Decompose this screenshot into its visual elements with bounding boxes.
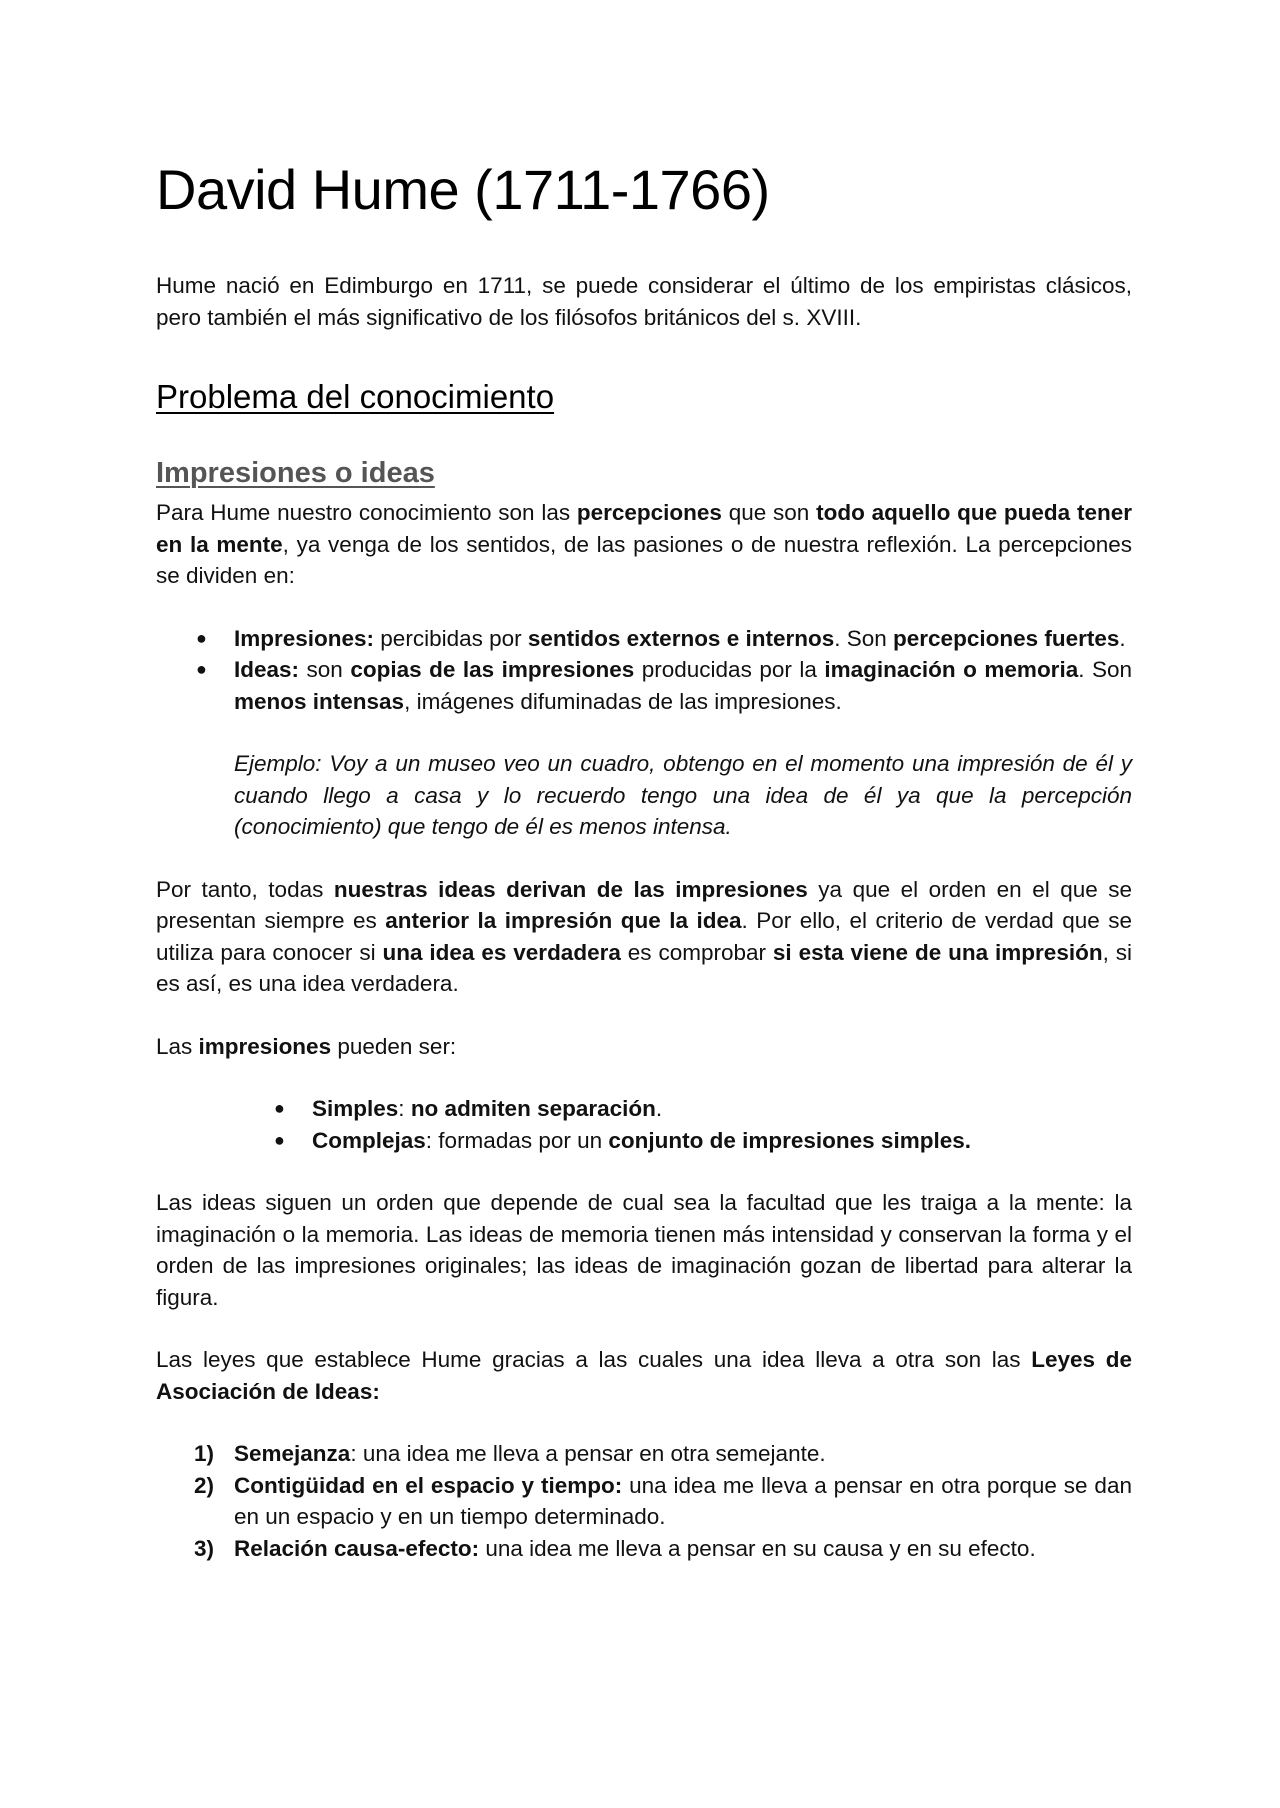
list-item-simples: [156, 1093, 1132, 1125]
text-run: , ya venga de los sentidos, de las pasiones o de nuestra reflexión. La percepciones se dividen en:: [156, 531, 1133, 588]
text-run: Las leyes que establece Hume gracias a las cuales una idea lleva a otra son las: [156, 1347, 1032, 1372]
text-run: : una idea me lleva a pensar en otra semejante.: [350, 1441, 826, 1466]
text-run: Por tanto, todas: [156, 876, 334, 902]
bold-run: si esta viene de una impresión: [772, 939, 1103, 965]
list-item-semejanza: [156, 1438, 1132, 1470]
bold-run: menos intensas: [234, 688, 405, 714]
text-run: percibidas por: [374, 625, 528, 651]
subsection-heading: Impresiones o ideas: [156, 457, 435, 489]
text-run: ya que el orden en el que se presentan siempre es: [156, 876, 1133, 933]
bold-run: percepciones: [576, 500, 722, 525]
text-run: : formadas por un: [425, 1127, 609, 1153]
list-item-causa-efecto: [156, 1533, 1132, 1565]
text-run: Las: [156, 1033, 199, 1059]
bold-run: Relación causa-efecto:: [234, 1535, 480, 1561]
impressions-types-list: [156, 1093, 1132, 1156]
list-number: 1): [194, 1441, 215, 1466]
list-item-complejas: [156, 1125, 1132, 1157]
list-item-impresiones: [156, 623, 1132, 655]
bullet-icon: ●: [274, 1129, 285, 1150]
text-run: es comprobar: [620, 939, 773, 965]
text-run: que son: [721, 500, 817, 525]
text-run: una idea me lleva a pensar en otra porque se dan en un espacio y en un tiempo determinado.: [234, 1472, 1132, 1529]
perceptions-paragraph: [156, 497, 1132, 592]
intro-paragraph: Hume nació en Edimburgo en 1711, se puede considerar el último de los empiristas clásicos, pero también el más significativo de los filósofos británicos del s. XVIII.: [156, 273, 1132, 330]
impressions-types-intro: [156, 1031, 1132, 1063]
text-run: pueden ser:: [331, 1033, 457, 1059]
bullet-icon: ●: [196, 659, 207, 679]
bold-run: Leyes de Asociación de Ideas:: [156, 1347, 1132, 1404]
example-paragraph: Ejemplo: Voy a un museo veo un cuadro, obtengo en el momento una impresión de él y cuando llego a casa y lo recuerdo tengo una idea de él ya que la percepción (conocimiento) que tengo de él es menos intensa.: [234, 751, 1132, 839]
document-title: David Hume (1711-1766): [156, 158, 770, 221]
bold-run: sentidos externos e internos: [527, 625, 835, 651]
list-item-contiguidad: [156, 1470, 1132, 1533]
bold-run: todo aquello que pueda tener en la mente: [156, 500, 1132, 557]
bold-run: conjunto de impresiones simples.: [608, 1127, 971, 1153]
bold-run: Complejas: [312, 1127, 426, 1153]
text-run: Para Hume nuestro conocimiento son las: [156, 500, 577, 525]
text-run: , imágenes difuminadas de las impresiones.: [404, 688, 842, 714]
list-number: 2): [194, 1472, 215, 1498]
bold-run: percepciones fuertes: [893, 625, 1120, 651]
bullet-icon: ●: [274, 1098, 285, 1118]
bold-run: anterior la impresión que la idea: [385, 908, 742, 933]
section-heading: Problema del conocimiento: [156, 378, 555, 415]
text-run: :: [398, 1096, 411, 1121]
ideas-derive-paragraph: [156, 874, 1132, 1000]
text-run: producidas por la: [634, 657, 825, 682]
laws-intro-paragraph: [156, 1344, 1132, 1407]
bold-run: Ideas:: [234, 657, 300, 682]
bold-run: Semejanza: [234, 1441, 351, 1466]
ideas-order-paragraph: Las ideas siguen un orden que depende de cual sea la facultad que les traiga a la mente: la imaginación o la memoria. Las ideas de memoria tienen más intensidad y conservan la forma y el orden de las impresiones originales; las ideas de imaginación gozan de libertad para alterar la figura.: [156, 1190, 1132, 1310]
text-run: , si es así, es una idea verdadera.: [156, 939, 1132, 996]
perceptions-list: [156, 623, 1132, 718]
document-page: [156, 150, 1132, 1564]
text-run: son: [299, 657, 351, 682]
association-laws-list: [156, 1438, 1132, 1564]
bold-run: imaginación o memoria: [824, 657, 1079, 682]
text-run: . Por ello, el criterio de verdad que se utiliza para conocer si: [156, 908, 1132, 965]
list-item-ideas: [156, 654, 1132, 717]
bold-run: Impresiones:: [234, 625, 375, 651]
bold-run: Simples: [312, 1096, 399, 1121]
text-run: .: [1119, 625, 1126, 651]
bold-run: nuestras ideas derivan de las impresiones: [333, 876, 808, 902]
text-run: una idea me lleva a pensar en su causa y en su efecto.: [479, 1535, 1036, 1561]
bold-run: Contigüidad en el espacio y tiempo:: [234, 1472, 623, 1498]
text-run: . Son: [834, 625, 894, 651]
bold-run: copias de las impresiones: [350, 657, 635, 682]
bullet-icon: ●: [196, 627, 207, 648]
list-number: 3): [194, 1535, 215, 1561]
bold-run: una idea es verdadera: [382, 939, 621, 965]
text-run: .: [655, 1096, 663, 1121]
bold-run: impresiones: [198, 1033, 332, 1059]
bold-run: no admiten separación: [410, 1096, 656, 1121]
text-run: . Son: [1078, 657, 1132, 682]
